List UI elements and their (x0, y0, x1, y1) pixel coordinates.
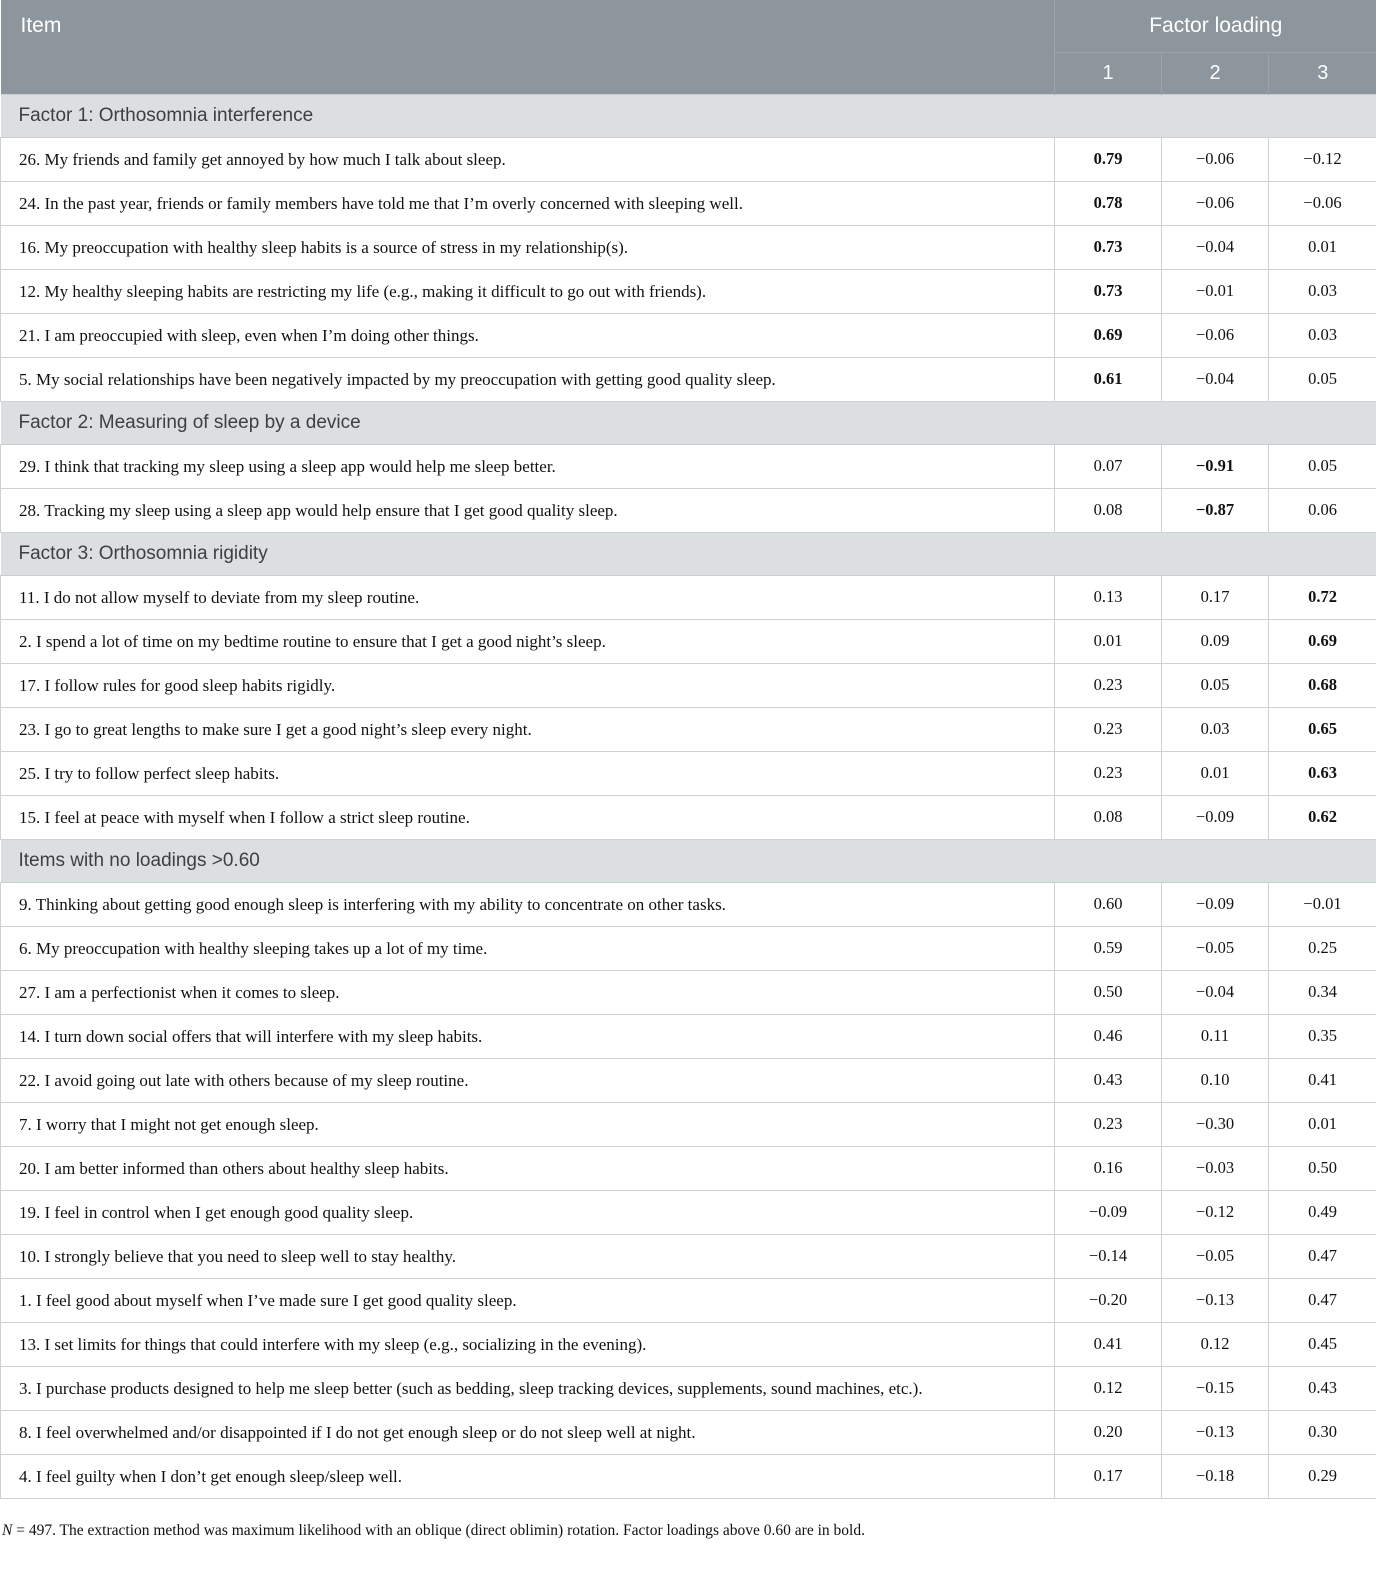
item-text: 10. I strongly believe that you need to sleep well to stay healthy. (1, 1234, 1055, 1278)
item-text: 3. I purchase products designed to help me sleep better (such as bedding, sleep tracking devices, supplements, sound machines, etc.). (1, 1366, 1055, 1410)
item-text: 5. My social relationships have been negatively impacted by my preoccupation with getting good quality sleep. (1, 357, 1055, 401)
loading-value: −0.04 (1162, 970, 1269, 1014)
item-text: 7. I worry that I might not get enough sleep. (1, 1102, 1055, 1146)
table-row (1, 444, 1376, 488)
loading-value: 0.05 (1269, 444, 1376, 488)
item-text: 26. My friends and family get annoyed by how much I talk about sleep. (1, 137, 1055, 181)
loading-value: −0.01 (1269, 882, 1376, 926)
footnote-n-symbol: N (2, 1522, 12, 1539)
loading-value: 0.29 (1269, 1454, 1376, 1498)
table-row (1, 751, 1376, 795)
table-row (1, 970, 1376, 1014)
table-body (1, 94, 1376, 1498)
loading-value: 0.69 (1269, 619, 1376, 663)
item-text: 23. I go to great lengths to make sure I get a good night’s sleep every night. (1, 707, 1055, 751)
footnote (0, 1514, 1376, 1553)
loading-value: −0.06 (1269, 181, 1376, 225)
section-header-row (1, 532, 1376, 575)
table-row (1, 663, 1376, 707)
loading-value: 0.79 (1055, 137, 1162, 181)
table-row (1, 357, 1376, 401)
loading-value: −0.91 (1162, 444, 1269, 488)
column-header-factor-3: 3 (1269, 52, 1376, 94)
loading-value: −0.14 (1055, 1234, 1162, 1278)
loading-value: 0.23 (1055, 751, 1162, 795)
loading-value: −0.04 (1162, 225, 1269, 269)
loading-value: 0.05 (1162, 663, 1269, 707)
loading-value: 0.62 (1269, 795, 1376, 839)
loading-value: 0.20 (1055, 1410, 1162, 1454)
loading-value: 0.47 (1269, 1278, 1376, 1322)
loading-value: 0.16 (1055, 1146, 1162, 1190)
table-row (1, 488, 1376, 532)
item-text: 28. Tracking my sleep using a sleep app would help ensure that I get good quality sleep. (1, 488, 1055, 532)
loading-value: −0.05 (1162, 926, 1269, 970)
loading-value: 0.49 (1269, 1190, 1376, 1234)
item-text: 17. I follow rules for good sleep habits rigidly. (1, 663, 1055, 707)
table-row (1, 1102, 1376, 1146)
loading-value: −0.01 (1162, 269, 1269, 313)
loading-value: 0.01 (1269, 1102, 1376, 1146)
table-row (1, 137, 1376, 181)
loading-value: 0.12 (1055, 1366, 1162, 1410)
table-header (1, 0, 1376, 94)
loading-value: 0.61 (1055, 357, 1162, 401)
loading-value: 0.30 (1269, 1410, 1376, 1454)
loading-value: 0.13 (1055, 575, 1162, 619)
item-text: 16. My preoccupation with healthy sleep habits is a source of stress in my relationship(s). (1, 225, 1055, 269)
loading-value: −0.03 (1162, 1146, 1269, 1190)
item-text: 27. I am a perfectionist when it comes to sleep. (1, 970, 1055, 1014)
loading-value: 0.46 (1055, 1014, 1162, 1058)
loading-value: 0.03 (1162, 707, 1269, 751)
item-text: 12. My healthy sleeping habits are restricting my life (e.g., making it difficult to go out with friends). (1, 269, 1055, 313)
loading-value: 0.01 (1162, 751, 1269, 795)
loading-value: 0.34 (1269, 970, 1376, 1014)
item-text: 19. I feel in control when I get enough good quality sleep. (1, 1190, 1055, 1234)
loading-value: 0.01 (1269, 225, 1376, 269)
loading-value: 0.65 (1269, 707, 1376, 751)
item-text: 9. Thinking about getting good enough sleep is interfering with my ability to concentrate on other tasks. (1, 882, 1055, 926)
item-text: 14. I turn down social offers that will interfere with my sleep habits. (1, 1014, 1055, 1058)
loading-value: 0.12 (1162, 1322, 1269, 1366)
loading-value: 0.25 (1269, 926, 1376, 970)
table-row (1, 1234, 1376, 1278)
loading-value: 0.05 (1269, 357, 1376, 401)
loading-value: −0.06 (1162, 313, 1269, 357)
table-row (1, 707, 1376, 751)
table-row (1, 926, 1376, 970)
loading-value: −0.15 (1162, 1366, 1269, 1410)
loading-value: 0.41 (1269, 1058, 1376, 1102)
loading-value: 0.01 (1055, 619, 1162, 663)
loading-value: 0.47 (1269, 1234, 1376, 1278)
loading-value: −0.09 (1162, 882, 1269, 926)
item-text: 6. My preoccupation with healthy sleeping takes up a lot of my time. (1, 926, 1055, 970)
loading-value: −0.09 (1055, 1190, 1162, 1234)
item-text: 20. I am better informed than others about healthy sleep habits. (1, 1146, 1055, 1190)
loading-value: 0.78 (1055, 181, 1162, 225)
section-title: Factor 2: Measuring of sleep by a device (1, 401, 1376, 444)
loading-value: 0.07 (1055, 444, 1162, 488)
table-row (1, 1058, 1376, 1102)
table-row (1, 269, 1376, 313)
item-text: 4. I feel guilty when I don’t get enough sleep/sleep well. (1, 1454, 1055, 1498)
loading-value: 0.17 (1162, 575, 1269, 619)
loading-value: 0.63 (1269, 751, 1376, 795)
table-row (1, 1014, 1376, 1058)
table-row (1, 1190, 1376, 1234)
loading-value: 0.10 (1162, 1058, 1269, 1102)
item-text: 1. I feel good about myself when I’ve made sure I get good quality sleep. (1, 1278, 1055, 1322)
item-text: 24. In the past year, friends or family members have told me that I’m overly concerned with sleeping well. (1, 181, 1055, 225)
table-row (1, 1410, 1376, 1454)
section-header-row (1, 94, 1376, 137)
loading-value: −0.12 (1269, 137, 1376, 181)
loading-value: 0.73 (1055, 269, 1162, 313)
loading-value: 0.09 (1162, 619, 1269, 663)
loading-value: 0.11 (1162, 1014, 1269, 1058)
loading-value: 0.06 (1269, 488, 1376, 532)
table-row (1, 313, 1376, 357)
item-text: 29. I think that tracking my sleep using a sleep app would help me sleep better. (1, 444, 1055, 488)
loading-value: −0.06 (1162, 137, 1269, 181)
loading-value: 0.08 (1055, 488, 1162, 532)
loading-value: 0.17 (1055, 1454, 1162, 1498)
loading-value: 0.23 (1055, 663, 1162, 707)
section-title: Factor 1: Orthosomnia interference (1, 94, 1376, 137)
item-text: 15. I feel at peace with myself when I follow a strict sleep routine. (1, 795, 1055, 839)
loading-value: −0.30 (1162, 1102, 1269, 1146)
table-row (1, 619, 1376, 663)
loading-value: 0.45 (1269, 1322, 1376, 1366)
loading-value: 0.69 (1055, 313, 1162, 357)
loading-value: 0.41 (1055, 1322, 1162, 1366)
loading-value: 0.60 (1055, 882, 1162, 926)
column-header-factor-1: 1 (1055, 52, 1162, 94)
loading-value: −0.13 (1162, 1410, 1269, 1454)
loading-value: 0.08 (1055, 795, 1162, 839)
loading-value: −0.18 (1162, 1454, 1269, 1498)
section-title: Items with no loadings >0.60 (1, 839, 1376, 882)
loading-value: 0.72 (1269, 575, 1376, 619)
item-text: 2. I spend a lot of time on my bedtime routine to ensure that I get a good night’s sleep. (1, 619, 1055, 663)
loading-value: −0.13 (1162, 1278, 1269, 1322)
header-row-top (1, 0, 1376, 52)
table-row (1, 575, 1376, 619)
loading-value: 0.23 (1055, 707, 1162, 751)
loading-value: 0.35 (1269, 1014, 1376, 1058)
loading-value: −0.06 (1162, 181, 1269, 225)
loading-value: 0.59 (1055, 926, 1162, 970)
footnote-text: = 497. The extraction method was maximum likelihood with an oblique (direct oblimin) rotation. Factor loadings above 0.60 are in bold. (12, 1522, 865, 1539)
loading-value: 0.23 (1055, 1102, 1162, 1146)
loading-value: 0.68 (1269, 663, 1376, 707)
loading-value: 0.43 (1269, 1366, 1376, 1410)
loading-value: 0.50 (1269, 1146, 1376, 1190)
item-text: 11. I do not allow myself to deviate from my sleep routine. (1, 575, 1055, 619)
table-row (1, 1366, 1376, 1410)
loading-value: 0.50 (1055, 970, 1162, 1014)
item-text: 25. I try to follow perfect sleep habits. (1, 751, 1055, 795)
section-header-row (1, 839, 1376, 882)
item-text: 13. I set limits for things that could interfere with my sleep (e.g., socializing in the evening). (1, 1322, 1055, 1366)
table-row (1, 225, 1376, 269)
loading-value: −0.12 (1162, 1190, 1269, 1234)
loading-value: 0.73 (1055, 225, 1162, 269)
item-text: 8. I feel overwhelmed and/or disappointed if I do not get enough sleep or do not sleep well at night. (1, 1410, 1055, 1454)
column-header-factor-loading: Factor loading (1055, 0, 1376, 52)
table-row (1, 882, 1376, 926)
loading-value: −0.05 (1162, 1234, 1269, 1278)
section-header-row (1, 401, 1376, 444)
loading-value: 0.03 (1269, 313, 1376, 357)
table-row (1, 1278, 1376, 1322)
loading-value: 0.03 (1269, 269, 1376, 313)
loading-value: −0.20 (1055, 1278, 1162, 1322)
loading-value: 0.43 (1055, 1058, 1162, 1102)
column-header-factor-2: 2 (1162, 52, 1269, 94)
item-text: 21. I am preoccupied with sleep, even when I’m doing other things. (1, 313, 1055, 357)
loading-value: −0.87 (1162, 488, 1269, 532)
section-title: Factor 3: Orthosomnia rigidity (1, 532, 1376, 575)
table-row (1, 1454, 1376, 1498)
table-row (1, 1322, 1376, 1366)
table-row (1, 181, 1376, 225)
loading-value: −0.04 (1162, 357, 1269, 401)
table-row (1, 1146, 1376, 1190)
table-row (1, 795, 1376, 839)
item-text: 22. I avoid going out late with others because of my sleep routine. (1, 1058, 1055, 1102)
loading-value: −0.09 (1162, 795, 1269, 839)
column-header-item: Item (1, 0, 1055, 94)
